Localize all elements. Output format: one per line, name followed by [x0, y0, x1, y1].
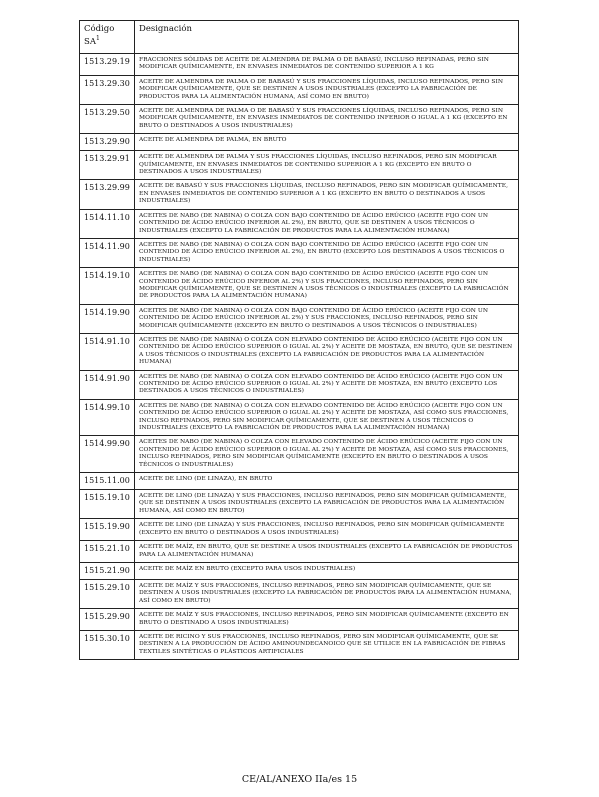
row-code: 1514.11.10: [80, 209, 135, 238]
row-designation: ACEITES DE NABO (DE NABINA) O COLZA CON ELEVADO CONTENIDO DE ÁCIDO ERÚCICO (ACEITE FIJO CON UN CONTENIDO DE ÁCIDO ERÚCICO SUPERIOR O IGUAL AL 2%) Y ACEITE DE MOSTAZA, EN BRUTO (EXCEPTO LOS DESTINADOS A USOS TÉCNICOS O INDUSTRIALES): [135, 370, 519, 399]
row-designation: ACEITES DE NABO (DE NABINA) O COLZA CON BAJO CONTENIDO DE ÁCIDO ERÚCICO (ACEITE FIJO CON UN CONTENIDO DE ÁCIDO ERÚCICO INFERIOR AL 2%), EN BRUTO, QUE SE DESTINEN A USOS TÉCNICOS O INDUSTRIALES (EXCEPTO LA FABRICACIÓN DE PRODUCTOS PARA LA ALIMENTACIÓN HUMANA): [135, 209, 519, 238]
row-designation: ACEITE DE MAÍZ Y SUS FRACCIONES, INCLUSO REFINADOS, PERO SIN MODIFICAR QUÍMICAMENTE, QUE SE DESTINEN A USOS INDUSTRIALES (EXCEPTO LA FABRICACIÓN DE PRODUCTOS PARA LA ALIMENTACIÓN HUMANA, ASÍ COMO EN BRUTO): [135, 579, 519, 608]
row-designation: ACEITE DE ALMENDRA DE PALMA Y SUS FRACCIONES LÍQUIDAS, INCLUSO REFINADOS, PERO SIN MODIFICAR QUÍMICAMENTE, EN ENVASES INMEDIATOS DE CONTENIDO SUPERIOR A 1 KG (EXCEPTO EN BRUTO O DESTINADOS A USOS INDUSTRIALES): [135, 151, 519, 180]
row-designation: ACEITES DE NABO (DE NABINA) O COLZA CON BAJO CONTENIDO DE ÁCIDO ERÚCICO (ACEITE FIJO CON UN CONTENIDO DE ÁCIDO ERÚCICO INFERIOR AL 2%) Y SUS FRACCIONES, INCLUSO REFINADOS, PERO SIN MODIFICAR QUÍMICAMENTE (EXCEPTO EN BRUTO O DESTINADOS A USOS TÉCNICOS O INDUSTRIALES): [135, 304, 519, 333]
row-code: 1514.91.90: [80, 370, 135, 399]
row-code: 1513.29.30: [80, 75, 135, 104]
table-row: [80, 541, 519, 563]
table-row: [80, 209, 519, 238]
table-body: [80, 54, 519, 660]
table-row: [80, 579, 519, 608]
table-row: [80, 268, 519, 305]
row-code: 1515.21.10: [80, 541, 135, 563]
table-row: [80, 609, 519, 631]
table-header-row: [80, 21, 519, 54]
page-footer: CE/AL/ANEXO IIa/es 15: [241, 774, 358, 785]
row-code: 1513.29.99: [80, 180, 135, 209]
row-designation: ACEITE DE ALMENDRA DE PALMA O DE BABASÚ Y SUS FRACCIONES LÍQUIDAS, INCLUSO REFINADOS, PERO SIN MODIFICAR QUÍMICAMENTE, EN ENVASES INMEDIATOS DE CONTENIDO INFERIOR O IGUAL A 1 KG (EXCEPTO EN BRUTO O DESTINADOS A USOS INDUSTRIALES): [135, 105, 519, 134]
table-row: [80, 370, 519, 399]
table-row: [80, 304, 519, 333]
row-code: 1514.19.90: [80, 304, 135, 333]
row-code: 1514.99.90: [80, 436, 135, 473]
row-designation: ACEITE DE MAÍZ Y SUS FRACCIONES, INCLUSO REFINADOS, PERO SIN MODIFICAR QUÍMICAMENTE (EXCEPTO EN BRUTO O DESTINADO A USOS INDUSTRIALES): [135, 609, 519, 631]
row-designation: ACEITE DE MAÍZ, EN BRUTO, QUE SE DESTINE A USOS INDUSTRIALES (EXCEPTO LA FABRICACIÓN DE PRODUCTOS PARA LA ALIMENTACIÓN HUMANA): [135, 541, 519, 563]
row-designation: ACEITES DE NABO (DE NABINA) O COLZA CON BAJO CONTENIDO DE ÁCIDO ERÚCICO (ACEITE FIJO CON UN CONTENIDO DE ÁCIDO ERÚCICO INFERIOR AL 2%), EN BRUTO (EXCEPTO LOS DESTINADOS A USOS TÉCNICOS O INDUSTRIALES): [135, 238, 519, 267]
row-designation: ACEITES DE NABO (DE NABINA) O COLZA CON ELEVADO CONTENIDO DE ÁCIDO ERÚCICO (ACEITE FIJO CON UN CONTENIDO DE ÁCIDO ERÚCICO SUPERIOR O IGUAL AL 2%) Y ACEITE DE MOSTAZA, ASÍ COMO SUS FRACCIONES, INCLUSO REFINADOS, PERO SIN MODIFICAR QUÍMICAMENTE (EXCEPTO EN BRUTO O DESTINADOS A USOS TÉCNICOS O INDUSTRIALES): [135, 436, 519, 473]
table-row: [80, 134, 519, 151]
table-row: [80, 490, 519, 519]
row-designation: ACEITE DE LINO (DE LINAZA), EN BRUTO: [135, 473, 519, 490]
row-designation: FRACCIONES SÓLIDAS DE ACEITE DE ALMENDRA DE PALMA O DE BABASÚ, INCLUSO REFINADAS, PERO SIN MODIFICAR QUÍMICAMENTE, EN ENVASES INMEDIATOS DE CONTENIDO SUPERIOR A 1 KG: [135, 54, 519, 76]
row-code: 1513.29.91: [80, 151, 135, 180]
row-code: 1513.29.19: [80, 54, 135, 76]
header-code: [80, 21, 135, 54]
row-designation: ACEITE DE LINO (DE LINAZA) Y SUS FRACCIONES, INCLUSO REFINADOS, PERO SIN MODIFICAR QUÍMICAMENTE (EXCEPTO EN BRUTO O DESTINADOS A USOS INDUSTRIALES): [135, 519, 519, 541]
table-row: [80, 562, 519, 579]
header-code-label: Código SA: [84, 24, 115, 47]
row-designation: ACEITE DE ALMENDRA DE PALMA, EN BRUTO: [135, 134, 519, 151]
row-code: 1515.29.90: [80, 609, 135, 631]
row-code: 1514.91.10: [80, 333, 135, 370]
row-code: 1515.29.10: [80, 579, 135, 608]
row-code: 1515.30.10: [80, 630, 135, 659]
table-row: [80, 75, 519, 104]
row-designation: ACEITE DE ALMENDRA DE PALMA O DE BABASÚ Y SUS FRACCIONES LÍQUIDAS, INCLUSO REFINADOS, PERO SIN MODIFICAR QUÍMICAMENTE, QUE SE DESTINEN A USOS INDUSTRIALES (EXCEPTO LA FABRICACIÓN DE PRODUCTOS PARA LA ALIMENTACIÓN HUMANA, ASÍ COMO EN BRUTO): [135, 75, 519, 104]
table-row: [80, 630, 519, 659]
row-code: 1514.99.10: [80, 399, 135, 436]
table-row: [80, 238, 519, 267]
row-designation: ACEITE DE RICINO Y SUS FRACCIONES, INCLUSO REFINADOS, PERO SIN MODIFICAR QUÍMICAMENTE, QUE SE DESTINEN A LA PRODUCCIÓN DE ÁCIDO AMINOUNDECANOICO QUE SE UTILICE EN LA FABRICACIÓN DE FIBRAS TEXTILES SINTÉTICAS O PLÁSTICOS ARTIFICIALES: [135, 630, 519, 659]
table-row: [80, 519, 519, 541]
table-row: [80, 54, 519, 76]
row-designation: ACEITES DE NABO (DE NABINA) O COLZA CON ELEVADO CONTENIDO DE ÁCIDO ERÚCICO (ACEITE FIJO CON UN CONTENIDO DE ÁCIDO ERÚCICO SUPERIOR O IGUAL AL 2%) Y ACEITE DE MOSTAZA, EN BRUTO, QUE SE DESTINEN A USOS TÉCNICOS O INDUSTRIALES (EXCEPTO LA FABRICACIÓN DE PRODUCTOS PARA LA ALIMENTACIÓN HUMANA): [135, 333, 519, 370]
table-row: [80, 473, 519, 490]
row-designation: ACEITE DE LINO (DE LINAZA) Y SUS FRACCIONES, INCLUSO REFINADOS, PERO SIN MODIFICAR QUÍMICAMENTE, QUE SE DESTINEN A USOS INDUSTRIALES (EXCEPTO LA FABRICACIÓN DE PRODUCTOS PARA LA ALIMENTACIÓN HUMANA, ASÍ COMO EN BRUTO): [135, 490, 519, 519]
tariff-table: [79, 20, 519, 660]
row-code: 1515.19.10: [80, 490, 135, 519]
header-designation: Designación: [135, 21, 519, 54]
table-row: [80, 105, 519, 134]
table-row: [80, 333, 519, 370]
row-designation: ACEITE DE MAÍZ EN BRUTO (EXCEPTO PARA USOS INDUSTRIALES): [135, 562, 519, 579]
row-designation: ACEITES DE NABO (DE NABINA) O COLZA CON ELEVADO CONTENIDO DE ÁCIDO ERÚCICO (ACEITE FIJO CON UN CONTENIDO DE ÁCIDO ERÚCICO SUPERIOR O IGUAL AL 2%) Y ACEITE DE MOSTAZA, ASÍ COMO SUS FRACCIONES, INCLUSO REFINADOS, PERO SIN MODIFICAR QUÍMICAMENTE, QUE SE DESTINEN A USOS TÉCNICOS O INDUSTRIALES (EXCEPTO LA FABRICACIÓN DE PRODUCTOS PARA LA ALIMENTACIÓN HUMANA): [135, 399, 519, 436]
table-row: [80, 436, 519, 473]
row-code: 1515.21.90: [80, 562, 135, 579]
row-code: 1515.19.90: [80, 519, 135, 541]
table-row: [80, 151, 519, 180]
table-row: [80, 180, 519, 209]
row-code: 1514.19.10: [80, 268, 135, 305]
row-code: 1514.11.90: [80, 238, 135, 267]
row-code: 1513.29.90: [80, 134, 135, 151]
header-code-footnote: 1: [95, 35, 100, 42]
row-designation: ACEITES DE NABO (DE NABINA) O COLZA CON BAJO CONTENIDO DE ÁCIDO ERÚCICO (ACEITE FIJO CON UN CONTENIDO DE ÁCIDO ERÚCICO INFERIOR AL 2%) Y SUS FRACCIONES, INCLUSO REFINADOS, PERO SIN MODIFICAR QUÍMICAMENTE, QUE SE DESTINEN A USOS TÉCNICOS O INDUSTRIALES (EXCEPTO LA FABRICACIÓN DE PRODUCTOS PARA LA ALIMENTACIÓN HUMANA): [135, 268, 519, 305]
row-designation: ACEITE DE BABASÚ Y SUS FRACCIONES LÍQUIDAS, INCLUSO REFINADOS, PERO SIN MODIFICAR QUÍMICAMENTE, EN ENVASES INMEDIATOS DE CONTENIDO SUPERIOR A 1 KG (EXCEPTO EN BRUTO O DESTINADOS A USOS INDUSTRIALES): [135, 180, 519, 209]
row-code: 1513.29.50: [80, 105, 135, 134]
row-code: 1515.11.00: [80, 473, 135, 490]
table-row: [80, 399, 519, 436]
